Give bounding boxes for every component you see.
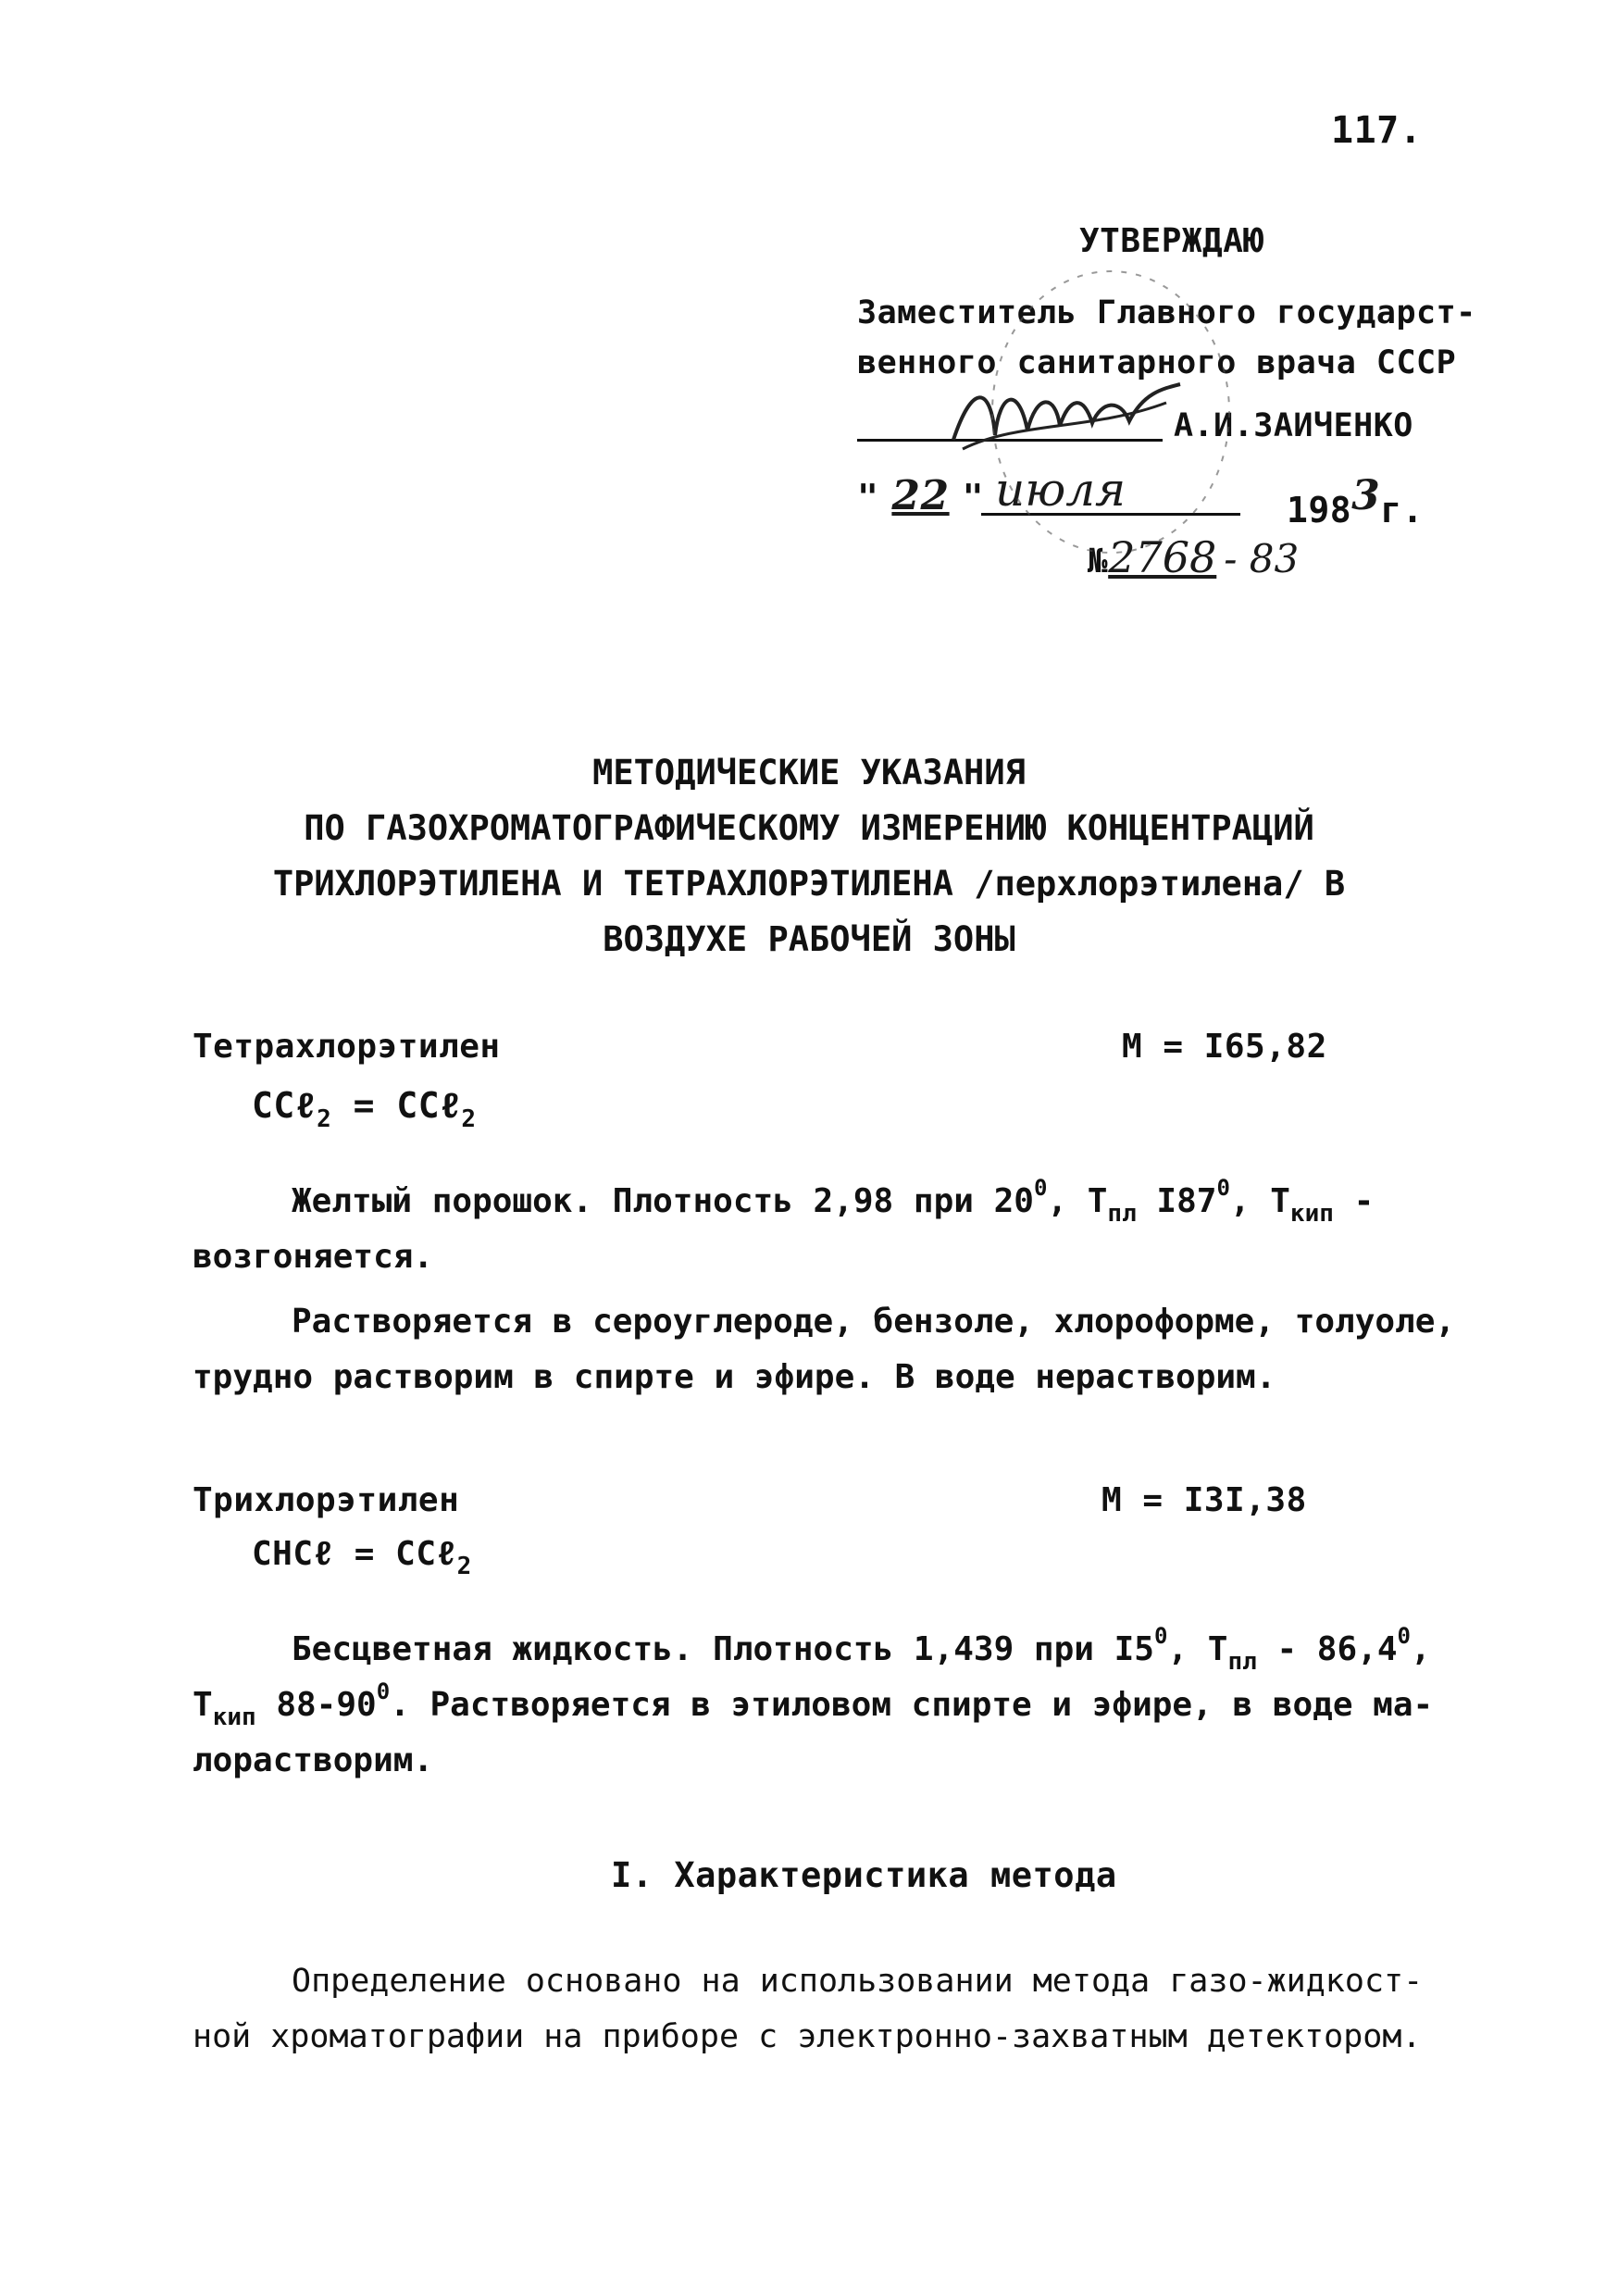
number-value: 2768 [1108,532,1217,582]
date-year [1287,472,1424,530]
substance1-formula [252,1085,477,1133]
date-open-quote: " [857,477,879,518]
s2-text-b: , T [1167,1630,1228,1668]
formula2-right: CCℓ [395,1535,457,1573]
substance2-formula [252,1535,472,1580]
signature-name: А.И.ЗАИЧЕНКО [1174,407,1413,444]
substance1-solubility-line2: трудно растворим в спирте и эфире. В воде нерастворим. [193,1358,1276,1396]
s2-sup-a: 0 [1153,1623,1168,1649]
approval-date [857,472,984,519]
title-line1: МЕТОДИЧЕСКИЕ УКАЗАНИЯ [592,753,1026,792]
approval-position-line1: Заместитель Главного государст- [857,294,1476,331]
s1-sup-c: 0 [1216,1175,1230,1201]
substance2-props-line1 [292,1622,1431,1678]
section1-heading: I. Характеристика метода [611,1855,1117,1895]
s2-text-a: Бесцветная жидкость. Плотность 1,439 при I5 [292,1630,1154,1668]
formula1-right: CCℓ [396,1085,462,1126]
s1-sub-d: кип [1289,1200,1334,1228]
formula2-right-sub: 2 [456,1553,472,1580]
s1-sup-a: 0 [1033,1175,1048,1201]
number-suffix: - 83 [1224,536,1300,581]
round-stamp [981,259,1240,565]
s2-l2-sub: кип [212,1703,256,1731]
s2-l2-c: . Растворяется в этиловом спирте и эфире, в воде ма- [390,1686,1434,1724]
substance2-props-line3: лорастворим. [193,1741,434,1779]
s1-text-a: Желтый порошок. Плотность 2,98 при 20 [292,1182,1034,1220]
s2-l2-b: 88-90 [255,1686,377,1724]
s2-sub-b: пл [1227,1648,1257,1676]
s2-text-d: , [1410,1630,1431,1668]
formula1-left-sub: 2 [317,1105,332,1133]
substance1-solubility-line1: Растворяется в сероуглероде, бензоле, хлороформе, толуоле, [292,1303,1456,1341]
approval-position-line2: венного санитарного врача СССР [857,344,1457,381]
formula2-eq: = [333,1535,396,1573]
formula1-left: CCℓ [252,1085,317,1126]
substance2-molar-mass: М = I3I,38 [1101,1481,1307,1519]
approval-heading: УТВЕРЖДАЮ [1079,222,1264,260]
date-year-digit: 3 [1351,472,1381,519]
title-line2: ПО ГАЗОХРОМАТОГРАФИЧЕСКОМУ ИЗМЕРЕНИЮ КОНЦЕНТРАЦИЙ [304,808,1314,848]
number-sign: № [1088,543,1109,580]
s2-l2-a: T [193,1686,213,1724]
page-number: 117. [1331,109,1423,152]
date-month: июля [995,463,1126,517]
s2-l2-sup: 0 [376,1678,391,1704]
substance1-props-line1 [292,1174,1374,1229]
section1-line2: ной хроматографии на приборе с электронно-захватным детектором. [193,2018,1422,2055]
substance1-name: Тетрахлорэтилен [193,1028,501,1066]
s1-text-d: , T [1229,1182,1290,1220]
date-day: 22 [891,472,950,519]
s1-text-b: , T [1047,1182,1108,1220]
section1-line1: Определение основано на использовании метода газо-жидкост- [292,1963,1424,2000]
substance2-props-line2 [193,1678,1433,1733]
substance1-molar-mass: М = I65,82 [1122,1028,1327,1066]
s2-sup-c: 0 [1397,1623,1411,1649]
date-close-quote: " [962,477,985,518]
title-line4: ВОЗДУХЕ РАБОЧЕЙ ЗОНЫ [603,919,1015,959]
s1-text-c: I87 [1136,1182,1217,1220]
substance2-name: Трихлорэтилен [193,1481,460,1519]
formula2-left: CHCℓ [252,1535,334,1573]
s1-sub-b: пл [1107,1200,1137,1228]
title-line3: ТРИХЛОРЭТИЛЕНА И ТЕТРАХЛОРЭТИЛЕНА /перхлорэтилена/ В [272,864,1346,904]
s1-text-e: - [1333,1182,1375,1220]
formula1-eq: = [331,1085,397,1126]
date-year-prefix: 198 [1287,490,1352,530]
formula1-right-sub: 2 [461,1105,477,1133]
s2-text-c: - 86,4 [1256,1630,1398,1668]
substance1-props-line2: возгоняется. [193,1238,434,1276]
date-year-suffix: г. [1380,490,1425,530]
